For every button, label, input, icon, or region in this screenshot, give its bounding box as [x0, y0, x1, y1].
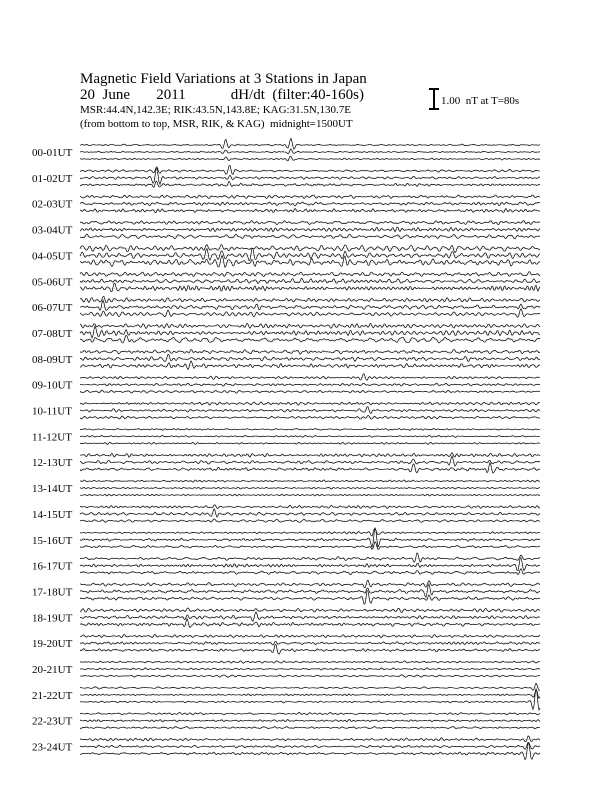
series-line-rik [80, 612, 540, 621]
series-line-msr [80, 181, 540, 187]
series-line-msr [80, 208, 540, 212]
series-line-msr [80, 494, 540, 496]
row-label: 10-11UT [32, 405, 72, 418]
row-label: 08-09UT [32, 353, 73, 366]
series-line-rik [80, 487, 540, 489]
row-label: 15-16UT [32, 534, 73, 547]
series-line-msr [80, 519, 540, 522]
series-line-msr [80, 335, 540, 343]
series-line-msr [80, 645, 540, 655]
row-label: 14-15UT [32, 508, 73, 521]
row-label: 06-07UT [32, 302, 73, 315]
series-line-rik [80, 690, 540, 699]
series-line-msr [80, 156, 540, 161]
series-line-kag [80, 683, 540, 690]
series-line-msr [80, 463, 540, 473]
series-line-kag [80, 166, 540, 175]
scale-label: 1.00 nT at T=80s [441, 95, 520, 107]
series-line-rik [80, 149, 540, 154]
series-line-kag [80, 505, 540, 509]
row-label: 00-01UT [32, 147, 73, 159]
row-label: 22-23UT [32, 715, 73, 728]
row-label: 23-24UT [32, 741, 73, 754]
row-label: 03-04UT [32, 224, 73, 237]
series-line-kag [80, 528, 540, 536]
series-line-msr [80, 361, 540, 370]
row-label: 13-14UT [32, 483, 73, 496]
chart-subtitle-date-filter: 20 June 2011 dH/dt (filter:40-160s) [80, 87, 364, 103]
series-line-rik [80, 354, 540, 361]
series-line-msr [80, 569, 540, 575]
row-label: 21-22UT [32, 689, 73, 702]
series-line-kag [80, 297, 540, 303]
row-label: 01-02UT [32, 172, 73, 185]
row-label: 19-20UT [32, 638, 73, 651]
series-line-rik [80, 326, 540, 338]
row-label: 20-21UT [32, 664, 73, 676]
series-line-msr [80, 591, 540, 604]
series-line-rik [80, 202, 540, 206]
series-line-rik [80, 435, 540, 437]
series-line-rik [80, 509, 540, 517]
series-line-msr [80, 688, 540, 710]
series-line-kag [80, 374, 540, 381]
row-label: 07-08UT [32, 327, 73, 340]
series-line-msr [80, 619, 540, 628]
series-line-rik [80, 278, 540, 283]
trace-order-note: (from bottom to top, MSR, RIK, & KAG) midnight=1500UT [80, 118, 353, 130]
series-line-msr [80, 415, 540, 419]
series-line-msr [80, 283, 540, 291]
row-label: 02-03UT [32, 198, 73, 211]
series-line-kag [80, 138, 540, 149]
row-label: 17-18UT [32, 586, 73, 599]
series-line-msr [80, 542, 540, 550]
series-line-rik [80, 407, 540, 414]
series-line-rik [80, 456, 540, 466]
row-label: 16-17UT [32, 560, 73, 573]
row-label: 05-06UT [32, 276, 73, 289]
series-line-kag [80, 580, 540, 588]
row-label: 11-12UT [32, 431, 72, 444]
series-line-rik [80, 742, 540, 749]
series-line-kag [80, 634, 540, 637]
row-label: 12-13UT [32, 457, 73, 470]
row-label: 09-10UT [32, 379, 73, 392]
series-line-rik [80, 528, 540, 548]
row-label: 18-19UT [32, 612, 73, 625]
series-line-kag [80, 453, 540, 458]
series-line-rik [80, 584, 540, 597]
series-line-kag [80, 272, 540, 277]
station-coordinates: MSR:44.4N,142.3E; RIK:43.5N,143.8E; KAG:31.5N,130.7E [80, 104, 352, 116]
series-line-msr [80, 743, 540, 759]
series-line-msr [80, 309, 540, 317]
series-line-kag [80, 736, 540, 742]
row-label: 04-05UT [32, 250, 73, 263]
series-line-kag [80, 553, 540, 562]
series-line-rik [80, 300, 540, 310]
chart-title: Magnetic Field Variations at 3 Stations in Japan [80, 71, 367, 87]
